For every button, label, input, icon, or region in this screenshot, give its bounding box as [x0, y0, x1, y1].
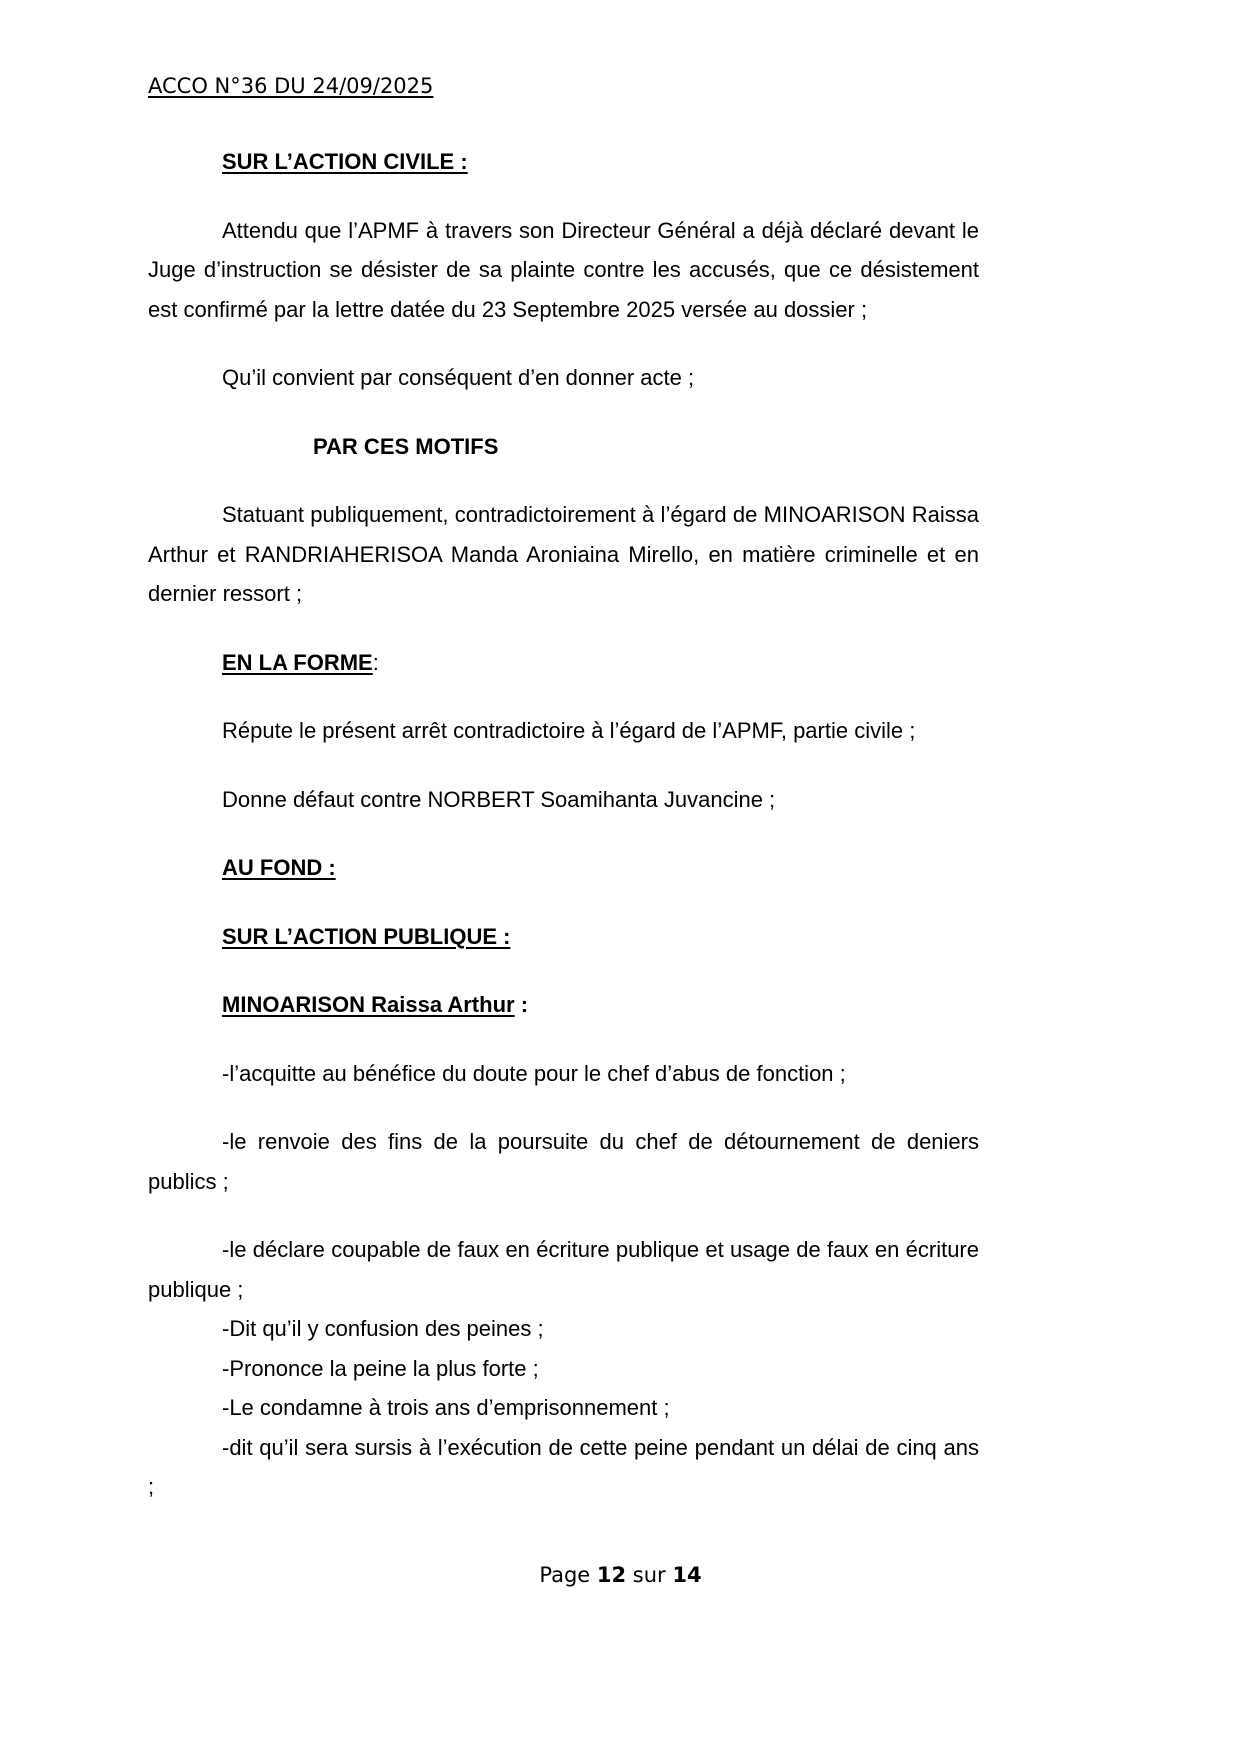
section-title-motifs: PAR CES MOTIFS	[313, 433, 499, 459]
paragraph-desistement: Attendu que l’APMF à travers son Directeur Général a déjà déclaré devant le Juge d’instruction se désister de sa plainte contre les accusés, que ce désistement est confirmé par la lettre datée du 23 Septembre 2025 versée au dossier ;	[148, 217, 979, 322]
list-item: -l’acquitte au bénéfice du doute pour le chef d’abus de fonction ;	[222, 1060, 846, 1086]
paragraph-donner-acte: Qu’il convient par conséquent d’en donner acte ;	[222, 365, 695, 390]
document-header: ACCO N°36 DU 24/09/2025	[148, 74, 434, 98]
list-item: -Le condamne à trois ans d’emprisonnement ;	[222, 1395, 670, 1420]
section-title-action-publique: SUR L’ACTION PUBLIQUE :	[222, 923, 511, 949]
list-item: -le déclare coupable de faux en écriture publique et usage de faux en écriture publique ;	[148, 1237, 979, 1302]
accused-heading: MINOARISON Raissa Arthur :	[222, 992, 529, 1017]
section-title-fond: AU FOND :	[222, 855, 336, 880]
section-title-forme: EN LA FORME:	[222, 649, 379, 675]
list-item: -dit qu’il sera sursis à l’exécution de cette peine pendant un délai de cinq ans ;	[148, 1434, 979, 1499]
page-number: Page 12 sur 14	[539, 1563, 702, 1587]
list-item: -Prononce la peine la plus forte ;	[222, 1355, 539, 1381]
section-title-action-civile: SUR L’ACTION CIVILE :	[222, 149, 468, 174]
paragraph-repute: Répute le présent arrêt contradictoire à l’égard de l’APMF, partie civile ;	[222, 718, 916, 743]
list-item: -le renvoie des fins de la poursuite du chef de détournement de deniers publics ;	[148, 1129, 979, 1194]
paragraph-defaut: Donne défaut contre NORBERT Soamihanta Juvancine ;	[222, 786, 776, 812]
paragraph-statuant: Statuant publiquement, contradictoirement à l’égard de MINOARISON Raissa Arthur et RANDRIAHERISOA Manda Aroniaina Mirello, en matière criminelle et en dernier ressort ;	[148, 502, 979, 606]
list-item: -Dit qu’il y confusion des peines ;	[222, 1316, 544, 1341]
document-body	[148, 142, 979, 1507]
